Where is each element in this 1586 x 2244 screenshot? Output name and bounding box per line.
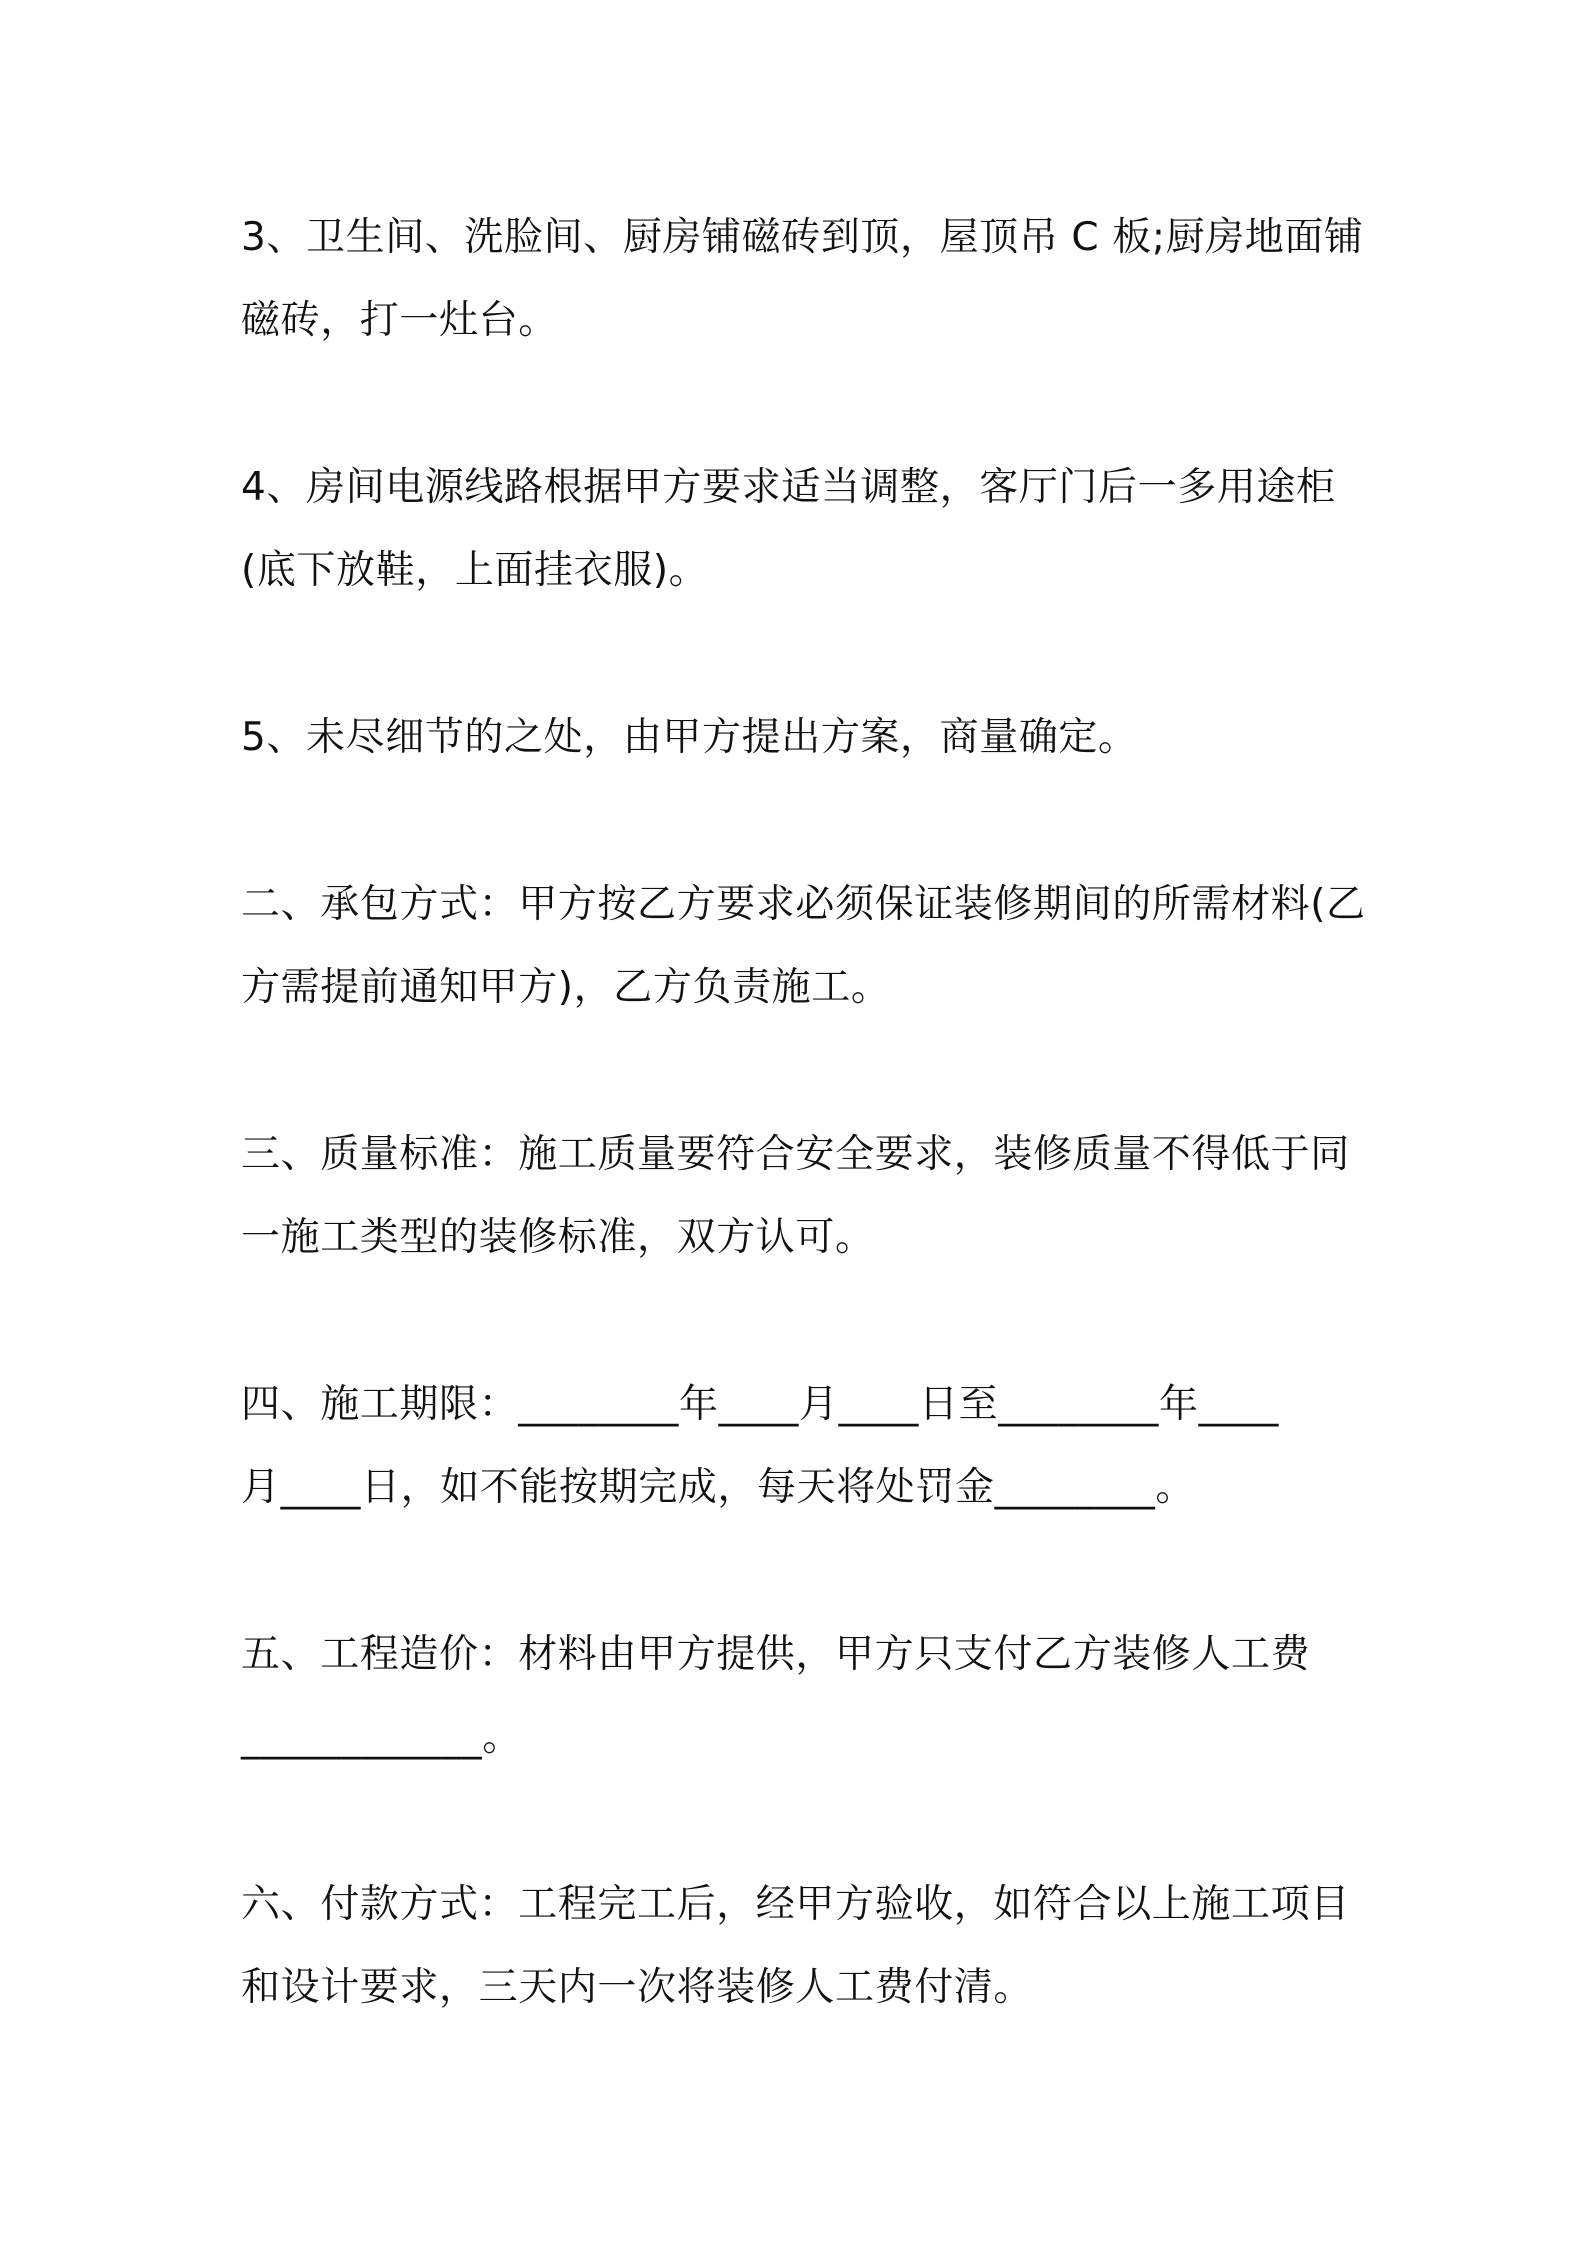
clause-4-electrical-cabinet (241, 446, 1356, 612)
paragraph-line: 二、承包方式：甲方按乙方要求必须保证装修期间的所需材料(乙 (241, 882, 1366, 927)
clause-3-bathroom-kitchen-tiles (241, 196, 1364, 362)
paragraph-line: 六、付款方式：工程完工后，经甲方验收，如符合以上施工项目 (241, 1882, 1350, 1927)
paragraph-line: 三、质量标准：施工质量要符合安全要求，装修质量不得低于同 (241, 1132, 1350, 1177)
paragraph-line: 方需提前通知甲方)，乙方负责施工。 (241, 965, 891, 1010)
paragraph-line: 5、未尽细节的之处，由甲方提出方案，商量确定。 (241, 715, 1138, 760)
paragraph-line: 3、卫生间、洗脸间、厨房铺磁砖到顶，屋顶吊 C 板;厨房地面铺 (241, 215, 1364, 260)
section-4-construction-period (241, 1363, 1356, 1529)
paragraph-line: 和设计要求，三天内一次将装修人工费付清。 (241, 1965, 1034, 2010)
paragraph-line: 四、施工期限：________年____月____日至________年____ (241, 1382, 1279, 1427)
section-6-payment-method (241, 1863, 1356, 2029)
section-3-quality-standard (241, 1113, 1356, 1279)
paragraph-line: 一施工类型的装修标准，双方认可。 (241, 1215, 875, 1260)
paragraph-line: ____________。 (241, 1715, 522, 1760)
section-2-contract-method (241, 863, 1366, 1029)
paragraph-line: 五、工程造价：材料由甲方提供，甲方只支付乙方装修人工费 (241, 1632, 1311, 1677)
clause-5-unspecified-details (241, 696, 1356, 779)
paragraph-line: 4、房间电源线路根据甲方要求适当调整，客厅门后一多用途柜 (241, 465, 1336, 510)
paragraph-line: 磁砖，打一灶台。 (241, 298, 558, 343)
paragraph-line: 月____日，如不能按期完成，每天将处罚金________。 (241, 1465, 1196, 1510)
document-body (241, 196, 1366, 2113)
paragraph-line: (底下放鞋，上面挂衣服)。 (241, 548, 709, 593)
section-5-project-cost (241, 1613, 1356, 1779)
